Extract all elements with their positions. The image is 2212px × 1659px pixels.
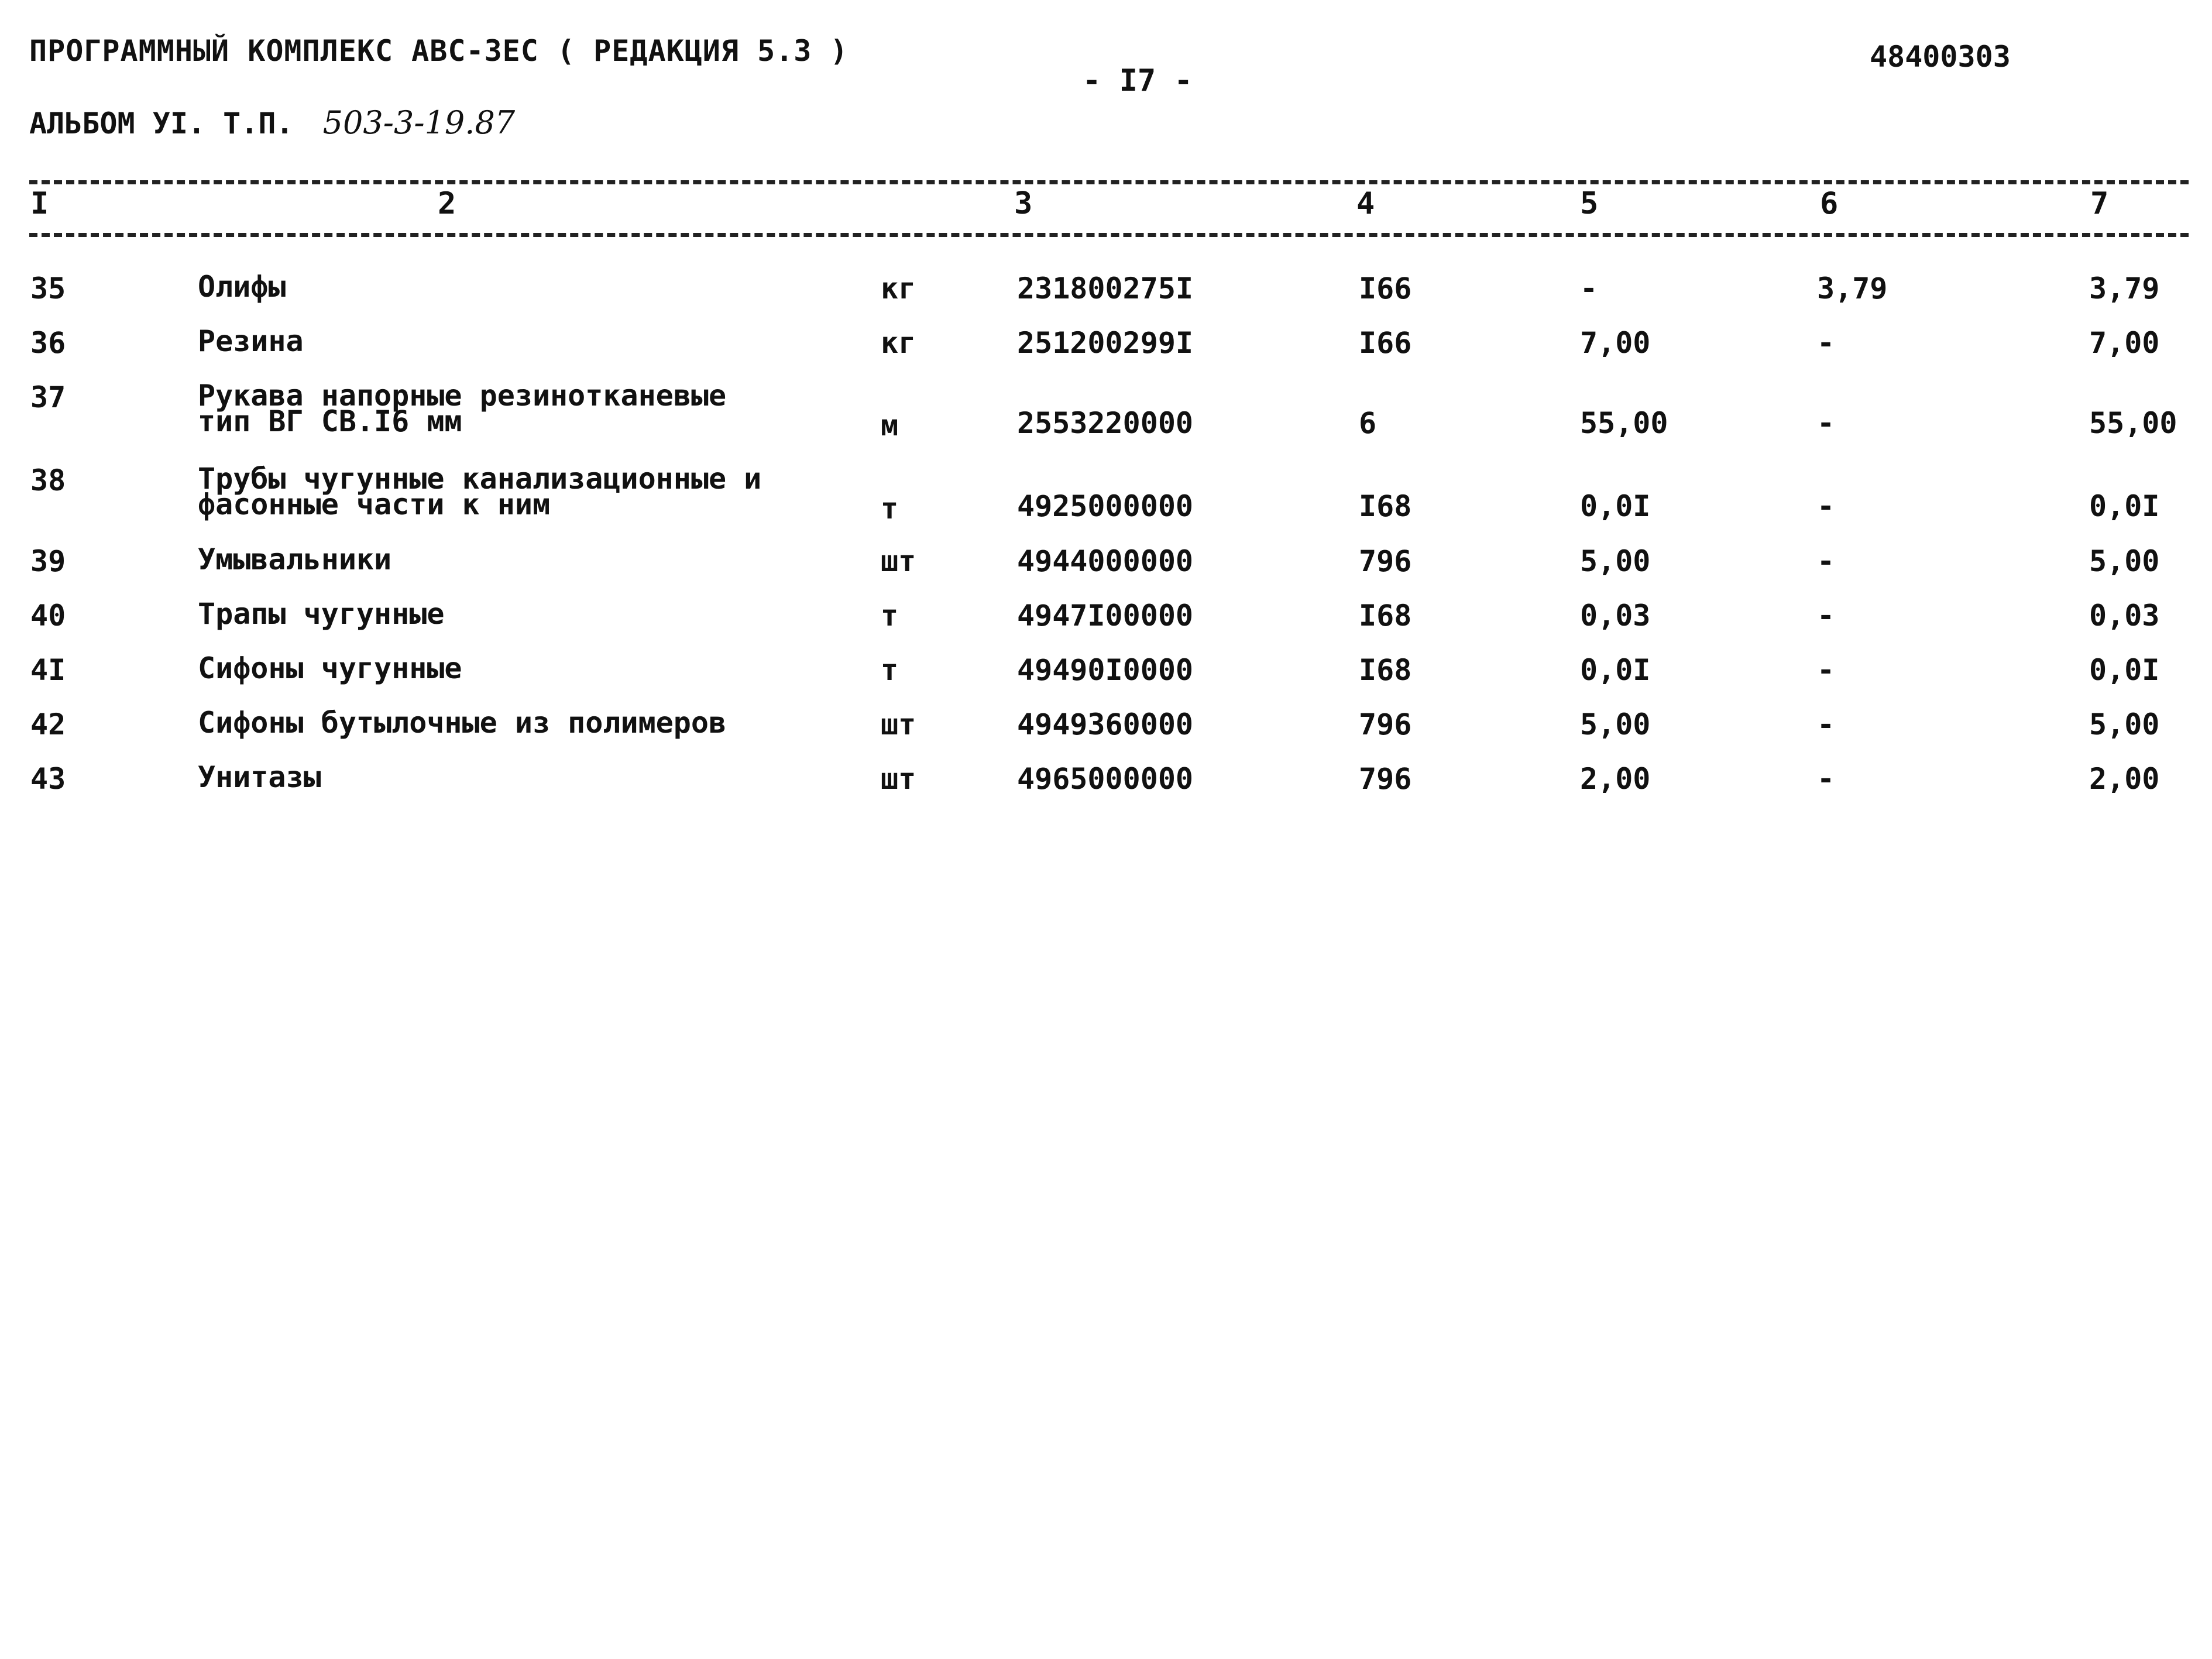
column-6-value: - xyxy=(1817,653,1835,687)
material-code: 251200299I xyxy=(1017,326,1194,360)
column-7-value: 0,03 xyxy=(2089,599,2160,633)
unit: кг xyxy=(881,272,916,305)
column-4-value: 796 xyxy=(1359,762,1412,796)
material-code: 231800275I xyxy=(1017,272,1194,305)
column-4-value: I66 xyxy=(1359,326,1412,360)
column-5-value: 7,00 xyxy=(1580,326,1651,360)
column-6-value: - xyxy=(1817,489,1835,523)
row-number: 42 xyxy=(30,707,66,741)
page-number: - I7 - xyxy=(1083,63,1193,98)
unit: шт xyxy=(881,707,916,741)
row-number: 36 xyxy=(30,326,66,360)
column-5-value: 55,00 xyxy=(1580,406,1668,440)
row-number: 38 xyxy=(30,463,66,497)
material-name: Трапы чугунные xyxy=(198,597,445,631)
material-name: Сифоны чугунные xyxy=(198,651,462,685)
column-header-7: 7 xyxy=(2090,186,2109,221)
unit: м xyxy=(881,408,899,442)
column-4-value: 796 xyxy=(1359,544,1412,578)
row-number: 4I xyxy=(30,653,66,687)
material-code: 4965000000 xyxy=(1017,762,1194,796)
material-name: Сифоны бутылочные из полимеров xyxy=(198,706,727,740)
column-7-value: 7,00 xyxy=(2089,326,2160,360)
album-line xyxy=(29,104,515,141)
material-name: Рукава напорные резинотканевые тип ВГ СВ.I6 мм xyxy=(198,379,727,438)
column-4-value: 796 xyxy=(1359,707,1412,741)
material-name: Олифы xyxy=(198,270,286,304)
column-header-5: 5 xyxy=(1580,186,1599,221)
column-6-value: 3,79 xyxy=(1817,272,1888,305)
row-number: 37 xyxy=(30,380,66,414)
column-6-value: - xyxy=(1817,762,1835,796)
unit: т xyxy=(881,599,899,633)
column-4-value: I68 xyxy=(1359,489,1412,523)
column-5-value: 0,03 xyxy=(1580,599,1651,633)
column-5-value: 2,00 xyxy=(1580,762,1651,796)
material-name: Умывальники xyxy=(198,542,392,576)
unit: т xyxy=(881,653,899,687)
column-4-value: I68 xyxy=(1359,653,1412,687)
column-header-6: 6 xyxy=(1820,186,1839,221)
material-code: 4925000000 xyxy=(1017,489,1194,523)
program-title: ПРОГРАММНЫЙ КОМПЛЕКС АВС-ЗЕС ( РЕДАКЦИЯ 5.3 ) xyxy=(29,34,849,68)
material-code: 2553220000 xyxy=(1017,406,1194,440)
unit: т xyxy=(881,492,899,525)
column-7-value: 0,0I xyxy=(2089,653,2160,687)
column-5-value: - xyxy=(1580,272,1598,305)
column-header-4: 4 xyxy=(1356,186,1375,221)
column-7-value: 0,0I xyxy=(2089,489,2160,523)
row-number: 35 xyxy=(30,272,66,305)
material-name: Резина xyxy=(198,324,304,358)
material-code: 4949360000 xyxy=(1017,707,1194,741)
column-header-2: 2 xyxy=(438,186,456,221)
top-dashed-rule xyxy=(29,180,2189,184)
column-5-value: 5,00 xyxy=(1580,544,1651,578)
material-name: Унитазы xyxy=(198,760,321,794)
column-7-value: 3,79 xyxy=(2089,272,2160,305)
column-6-value: - xyxy=(1817,406,1835,440)
column-6-value: - xyxy=(1817,599,1835,633)
material-code: 4944000000 xyxy=(1017,544,1194,578)
material-name: Трубы чугунные канализационные и фасонные части к ним xyxy=(198,462,762,521)
column-7-value: 55,00 xyxy=(2089,406,2177,440)
unit: кг xyxy=(881,326,916,360)
header-dashed-rule xyxy=(29,233,2189,237)
column-5-value: 0,0I xyxy=(1580,653,1651,687)
unit: шт xyxy=(881,762,916,796)
material-code: 4947I00000 xyxy=(1017,599,1194,633)
document-code: 48400303 xyxy=(1870,40,2011,74)
column-6-value: - xyxy=(1817,707,1835,741)
column-5-value: 0,0I xyxy=(1580,489,1651,523)
material-code: 49490I0000 xyxy=(1017,653,1194,687)
column-6-value: - xyxy=(1817,326,1835,360)
column-header-1: I xyxy=(30,186,49,221)
column-5-value: 5,00 xyxy=(1580,707,1651,741)
row-number: 40 xyxy=(30,599,66,633)
column-7-value: 5,00 xyxy=(2089,707,2160,741)
column-6-value: - xyxy=(1817,544,1835,578)
album-handwritten-number: 503-3-19.87 xyxy=(322,104,516,141)
column-4-value: I66 xyxy=(1359,272,1412,305)
row-number: 39 xyxy=(30,544,66,578)
column-7-value: 5,00 xyxy=(2089,544,2160,578)
unit: шт xyxy=(881,544,916,578)
column-4-value: 6 xyxy=(1359,406,1377,440)
column-4-value: I68 xyxy=(1359,599,1412,633)
column-7-value: 2,00 xyxy=(2089,762,2160,796)
row-number: 43 xyxy=(30,762,66,796)
album-label: АЛЬБОМ УI. Т.П. xyxy=(29,107,294,140)
column-header-3: 3 xyxy=(1014,186,1033,221)
